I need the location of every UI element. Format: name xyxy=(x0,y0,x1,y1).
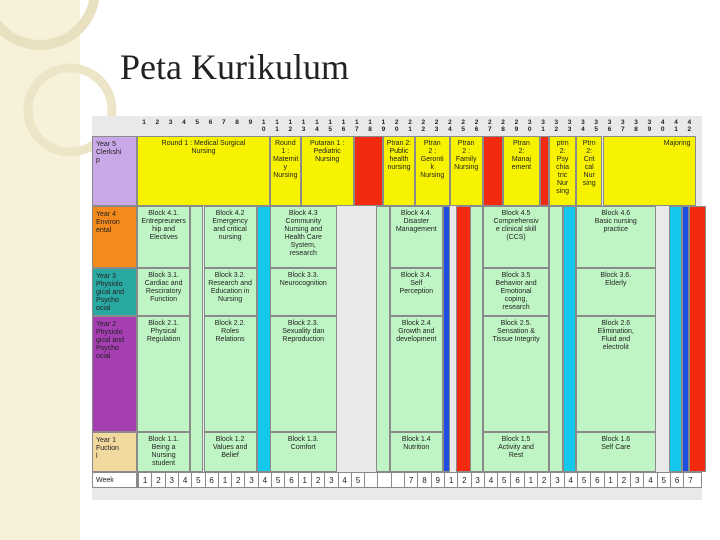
ruler-number: 3 7 xyxy=(620,119,625,133)
year2-block26 xyxy=(576,316,656,432)
year1-block15-text: Block 1.5 Activity and Rest xyxy=(498,436,534,459)
ruler-number: 2 0 xyxy=(394,119,399,133)
ruler-number: 3 6 xyxy=(607,119,612,133)
year1-label-text: Year 1 Fuction l xyxy=(96,437,119,460)
ptran2-geronti-block xyxy=(415,136,450,206)
year2-label xyxy=(92,316,137,432)
week-number: 7 xyxy=(683,473,696,488)
year2-block23-text: Block 2.3. Sexuality dan Reproduction xyxy=(282,320,325,343)
year1-block13 xyxy=(270,432,337,472)
year2-block24-text: Block 2.4 Growth and development xyxy=(396,320,437,343)
green-gap xyxy=(190,206,203,472)
week-number: 8 xyxy=(417,473,430,488)
ruler-number: 3 3 xyxy=(567,119,572,133)
year5-red-gap-3 xyxy=(540,136,549,206)
ruler-number: 3 8 xyxy=(634,119,638,133)
week-number: 2 xyxy=(151,473,164,488)
ruler-number: 2 6 xyxy=(474,119,479,133)
week-stripe xyxy=(669,206,682,472)
year4-block44 xyxy=(390,206,443,268)
ruler-number: 2 2 xyxy=(421,119,426,133)
ruler-number: 3 5 xyxy=(594,119,598,133)
ptran2-public-block-text: Ptran 2: Public health nursing xyxy=(386,140,412,171)
ptrn2-crit-block-text: Ptrn 2: Crit cal Nur sing xyxy=(582,140,596,187)
week-number: 6 xyxy=(284,473,297,488)
week-number: 3 xyxy=(165,473,178,488)
round1-block-text: Round 1 : Medical Surgical Nursing xyxy=(161,140,246,155)
week-number xyxy=(364,473,377,488)
year1-label xyxy=(92,432,137,472)
ptran2-manaj-block-text: Ptran 2: Manaj ement xyxy=(511,140,532,171)
year3-block34-text: Block 3.4. Self Perception xyxy=(399,272,434,295)
week-number xyxy=(391,473,404,488)
week-number: 6 xyxy=(590,473,603,488)
ruler-number: 1 4 xyxy=(315,119,319,133)
ruler-number: 1 2 xyxy=(288,119,293,133)
ruler-number: 4 2 xyxy=(687,119,692,133)
week-number: 4 xyxy=(564,473,577,488)
week-number: 3 xyxy=(630,473,643,488)
ptran2-family-block xyxy=(450,136,483,206)
year4-block42-text: Block 4.2 Emergency and critical nursing xyxy=(212,210,248,241)
ruler-number: 1 xyxy=(142,119,146,126)
week-number: 3 xyxy=(324,473,337,488)
week-number: 4 xyxy=(643,473,656,488)
week-number: 1 xyxy=(524,473,537,488)
year2-label-text: Year 2 Physiolo gical and Psycho ocial xyxy=(96,321,125,360)
week-number: 2 xyxy=(311,473,324,488)
week-number: 1 xyxy=(218,473,231,488)
ruler-number: 2 1 xyxy=(408,119,412,133)
week-number: 9 xyxy=(431,473,444,488)
week-number: 2 xyxy=(457,473,470,488)
week-stripe xyxy=(563,206,576,472)
ruler-number: 3 2 xyxy=(554,119,559,133)
ruler-number: 9 xyxy=(248,119,253,126)
ruler-number: 4 0 xyxy=(660,119,665,133)
year4-label xyxy=(92,206,137,268)
ruler-number: 4 xyxy=(182,119,186,126)
year4-label-text: Year 4 Environ ental xyxy=(96,211,120,234)
week-number: 1 xyxy=(604,473,617,488)
column-ruler xyxy=(92,116,702,136)
ruler-number: 3 0 xyxy=(527,119,532,133)
week-number: 7 xyxy=(404,473,417,488)
week-number: 2 xyxy=(617,473,630,488)
ruler-number: 2 9 xyxy=(514,119,519,133)
year2-block25-text: Block 2.5. Sensation & Tissue Integrity xyxy=(492,320,540,343)
year2-block21 xyxy=(137,316,190,432)
year3-block32-text: Block 3.2. Research and Education in Nursing xyxy=(208,272,252,303)
week-number: 5 xyxy=(271,473,284,488)
week-number: 5 xyxy=(191,473,204,488)
year4-block43-text: Block 4.3 Community Nursing and Health Care System, research xyxy=(284,210,323,257)
year1-block15 xyxy=(483,432,550,472)
year4-block41-text: Block 4.1. Entrepreuners hip and Electives xyxy=(141,210,186,241)
year4-block46 xyxy=(576,206,656,268)
week-number: 4 xyxy=(258,473,271,488)
ruler-number: 3 9 xyxy=(647,119,652,133)
year1-block14-text: Block 1.4 Nutrition xyxy=(401,436,431,451)
ruler-number: 1 0 xyxy=(261,119,266,133)
week-stripe xyxy=(443,206,450,472)
year1-block11 xyxy=(137,432,190,472)
year5-label-text: Year 5 Clerkshi p xyxy=(96,141,122,164)
week-number: 3 xyxy=(471,473,484,488)
week-number: 6 xyxy=(205,473,218,488)
ptran2-family-block-text: Ptran 2 : Family Nursing xyxy=(454,140,479,171)
green-gap xyxy=(549,206,562,472)
week-number: 5 xyxy=(657,473,670,488)
year1-block12-text: Block 1.2 Values and Belief xyxy=(212,436,248,459)
ruler-number: 1 7 xyxy=(354,119,359,133)
ruler-number: 2 4 xyxy=(448,119,452,133)
year1-block14 xyxy=(390,432,443,472)
year3-block33-text: Block 3.3. Neurocognition xyxy=(279,272,327,287)
ruler-number: 3 1 xyxy=(541,119,545,133)
week-number: 4 xyxy=(338,473,351,488)
ruler-number: 2 7 xyxy=(487,119,492,133)
ptran2-manaj-block xyxy=(503,136,540,206)
year2-block25 xyxy=(483,316,550,432)
curriculum-map-table xyxy=(92,116,702,500)
week-number: 5 xyxy=(497,473,510,488)
week-stripe xyxy=(682,206,689,472)
ruler-number: 5 xyxy=(195,119,199,126)
year3-label-text: Year 3 Physiolo gical and Psycho ocial xyxy=(96,273,125,312)
year4-block46-text: Block 4.6 Basic nursing practice xyxy=(594,210,637,233)
year1-block13-text: Block 1.3. Comfort xyxy=(287,436,319,451)
page-title: Peta Kurikulum xyxy=(120,47,349,87)
year3-block35 xyxy=(483,268,550,316)
green-gap xyxy=(376,206,389,472)
week-number: 6 xyxy=(510,473,523,488)
year4-block45-text: Block 4.5 Comprehensiv e clinical skill (CCS) xyxy=(493,210,539,241)
year3-block31 xyxy=(137,268,190,316)
year4-block44-text: Block 4.4. Disaster Management xyxy=(395,210,437,233)
ruler-number: 1 3 xyxy=(301,119,306,133)
year3-block33 xyxy=(270,268,337,316)
week-number: 5 xyxy=(577,473,590,488)
week-number: 3 xyxy=(550,473,563,488)
ruler-number: 7 xyxy=(221,119,226,126)
majoring-text: Majoring xyxy=(663,140,691,147)
week-number xyxy=(377,473,390,488)
ruler-number: 3 xyxy=(168,119,173,126)
ruler-number: 1 8 xyxy=(368,119,372,133)
ruler-number: 1 6 xyxy=(341,119,346,133)
ptran2-public-block xyxy=(383,136,415,206)
ptrn2-crit-block xyxy=(576,136,603,206)
year3-block35-text: Block 3.5 Behavior and Emotional coping, research xyxy=(495,272,537,311)
week-number: 4 xyxy=(178,473,191,488)
week-number: 1 xyxy=(138,473,151,488)
ptran2-geronti-block-text: Ptran 2 : Geronti k Nursing xyxy=(420,140,445,179)
ruler-number: 2 8 xyxy=(501,119,505,133)
ruler-number: 1 1 xyxy=(275,119,279,133)
year2-block22 xyxy=(204,316,257,432)
year5-label xyxy=(92,136,137,206)
year1-block16-text: Block 1.6 Self Care xyxy=(601,436,631,451)
year3-label xyxy=(92,268,137,316)
round1-maternity-block-text: Round 1 : Maternit y Nursing xyxy=(273,140,299,179)
week-label-cell xyxy=(92,472,137,488)
week-number: 3 xyxy=(244,473,257,488)
ruler-number: 4 1 xyxy=(674,119,678,133)
ruler-number: 6 xyxy=(208,119,213,126)
week-number: 2 xyxy=(231,473,244,488)
round1-block xyxy=(137,136,270,206)
ptrn2-psy-block-text: ptrn 2: Psy chia tric Nur sing xyxy=(556,140,570,195)
week-number: 1 xyxy=(298,473,311,488)
year2-block21-text: Block 2.1. Physical Regulation xyxy=(146,320,181,343)
year3-block36 xyxy=(576,268,656,316)
year2-block26-text: Block 2.6 Elimination, Fluid and electrolit xyxy=(597,320,634,351)
week-number: 6 xyxy=(670,473,683,488)
week-number: 4 xyxy=(484,473,497,488)
year3-block32 xyxy=(204,268,257,316)
ruler-number: 1 5 xyxy=(328,119,332,133)
week-label-cell-text: Week xyxy=(96,477,114,484)
year1-block12 xyxy=(204,432,257,472)
ruler-number: 8 xyxy=(235,119,239,126)
year1-block16 xyxy=(576,432,656,472)
year2-block22-text: Block 2.2. Roles Relations xyxy=(214,320,246,343)
week-number: 5 xyxy=(351,473,364,488)
year3-block31-text: Block 3.1. Cardiac and Resciratory Function xyxy=(144,272,183,303)
year1-block11-text: Block 1.1. Being a Nursing student xyxy=(148,436,179,467)
year2-block23 xyxy=(270,316,337,432)
year3-block36-text: Block 3.6. Elderly xyxy=(600,272,632,287)
year5-red-gap-2 xyxy=(483,136,503,206)
putaran-block-text: Putaran 1 : Pediatric Nursing xyxy=(310,140,345,163)
ruler-number: 2 xyxy=(155,119,160,126)
year4-block42 xyxy=(204,206,257,268)
putaran-block xyxy=(301,136,354,206)
week-number: 2 xyxy=(537,473,550,488)
year3-block34 xyxy=(390,268,443,316)
week-row xyxy=(137,472,702,488)
round1-maternity-block xyxy=(270,136,301,206)
week-stripe xyxy=(689,206,706,472)
year4-block41 xyxy=(137,206,190,268)
year4-block45 xyxy=(483,206,550,268)
ruler-number: 1 9 xyxy=(381,119,386,133)
ptrn2-psy-block xyxy=(549,136,576,206)
ruler-number: 2 3 xyxy=(434,119,439,133)
ruler-number: 2 5 xyxy=(461,119,465,133)
ruler-number: 3 4 xyxy=(581,119,585,133)
year4-block43 xyxy=(270,206,337,268)
year2-block24 xyxy=(390,316,443,432)
majoring-block xyxy=(603,136,696,206)
year5-red-gap xyxy=(354,136,383,206)
week-number: 1 xyxy=(444,473,457,488)
green-gap xyxy=(470,206,483,472)
